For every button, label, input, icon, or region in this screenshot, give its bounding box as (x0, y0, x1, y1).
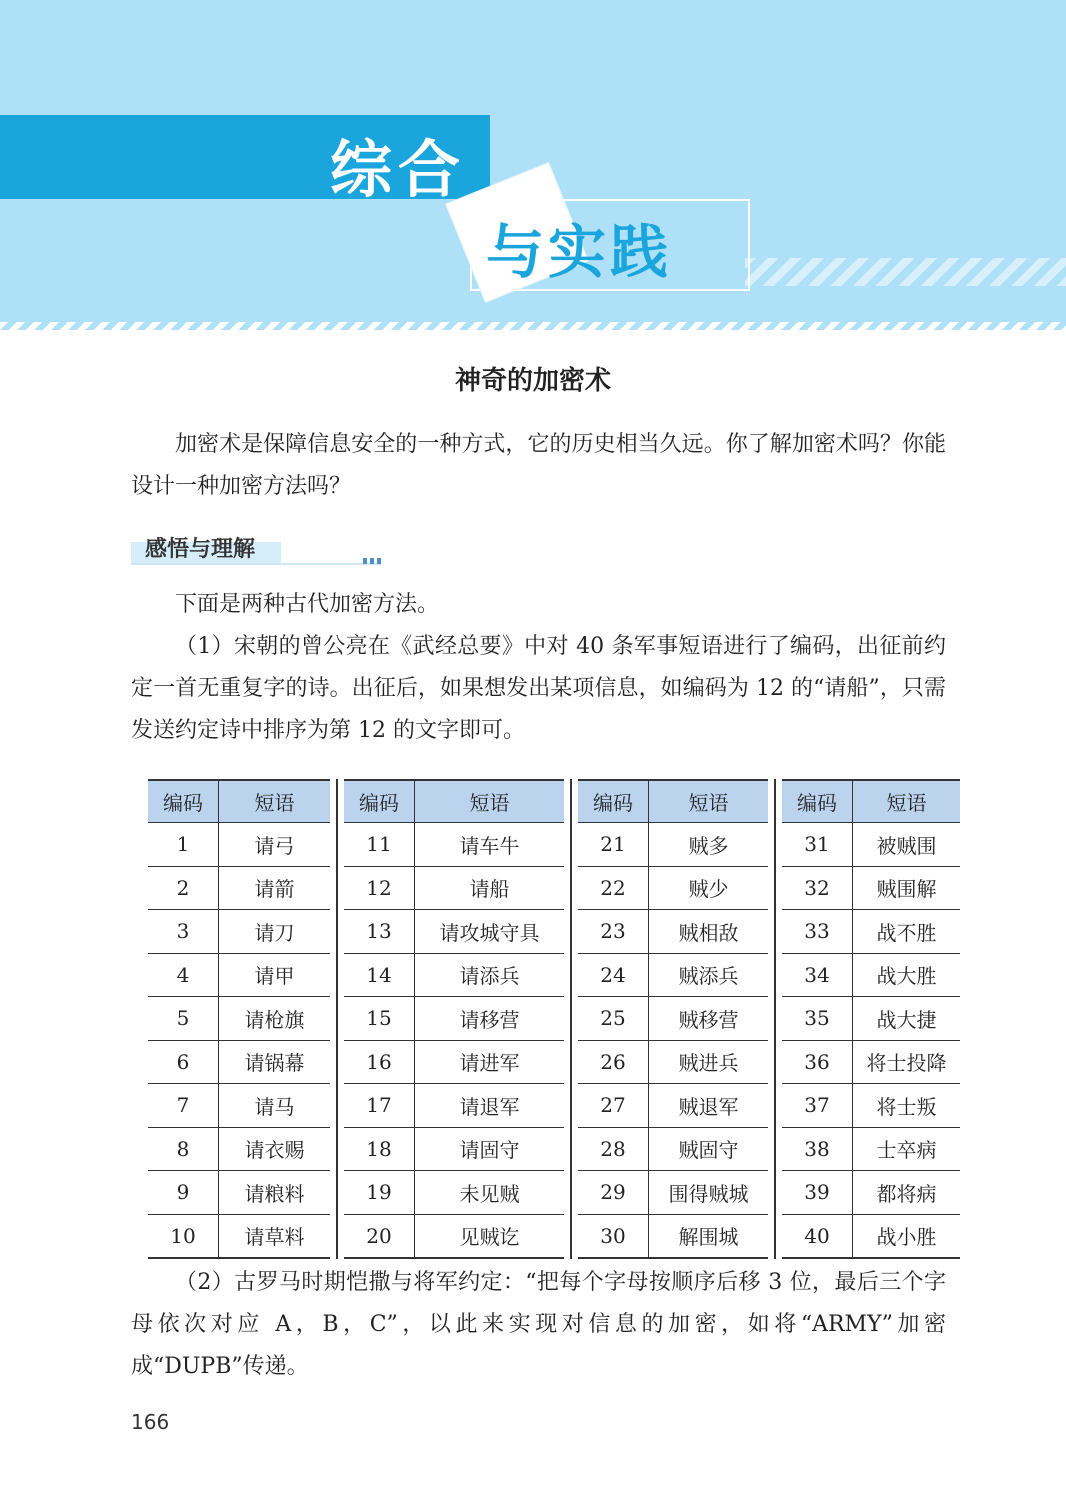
table-header-row (782, 781, 960, 823)
table-row (344, 997, 564, 1041)
banner-stripe-edge (0, 322, 1066, 330)
code-cell: 25 (578, 997, 649, 1041)
table-row (782, 953, 960, 997)
table-row (578, 866, 768, 910)
column-header-code: 编码 (148, 781, 219, 823)
code-cell: 31 (782, 823, 853, 867)
code-cell: 21 (578, 823, 649, 867)
phrase-cell: 请退军 (415, 1084, 565, 1128)
phrase-cell: 士卒病 (853, 1127, 961, 1171)
table-row (344, 866, 564, 910)
code-cell: 27 (578, 1084, 649, 1128)
phrase-cell: 贼退军 (649, 1084, 769, 1128)
column-header-phrase: 短语 (853, 781, 961, 823)
code-cell: 12 (344, 866, 415, 910)
paragraph-song-dynasty: （1）宋朝的曾公亮在《武经总要》中对 40 条军事短语进行了编码，出征前约定一首无重复字的诗。出征后，如果想发出某项信息，如编码为 12 的“请船”，只需发送约定诗中排序为第 12 的文字即可。 (131, 634, 946, 743)
phrase-cell: 战大捷 (853, 997, 961, 1041)
phrase-cell: 将士叛 (853, 1084, 961, 1128)
section-heading (131, 530, 381, 568)
table-row (344, 1214, 564, 1257)
phrase-cell: 请枪旗 (219, 997, 331, 1041)
table-row (782, 1171, 960, 1215)
code-cell: 32 (782, 866, 853, 910)
paragraph-caesar: （2）古罗马时期恺撒与将军约定：“把每个字母按顺序后移 3 位，最后三个字母依次对应 A，B，C”，以此来实现对信息的加密，如将“ARMY”加密成“DUPB”传递。 (131, 1270, 946, 1379)
table-row (782, 866, 960, 910)
table-row (578, 1127, 768, 1171)
phrase-cell: 请进军 (415, 1040, 565, 1084)
code-cell: 35 (782, 997, 853, 1041)
page-number: 166 (131, 1410, 170, 1434)
code-cell: 39 (782, 1171, 853, 1215)
phrase-cell: 贼固守 (649, 1127, 769, 1171)
code-cell: 34 (782, 953, 853, 997)
code-table (148, 779, 947, 1259)
table-row (148, 910, 330, 954)
table-row (578, 1084, 768, 1128)
phrase-cell: 请甲 (219, 953, 331, 997)
column-header-phrase: 短语 (649, 781, 769, 823)
code-cell: 23 (578, 910, 649, 954)
code-cell: 37 (782, 1084, 853, 1128)
phrase-cell: 贼相敌 (649, 910, 769, 954)
table-row (148, 1040, 330, 1084)
table-row (344, 953, 564, 997)
column-header-phrase: 短语 (219, 781, 331, 823)
section-heading-label: 感悟与理解 (145, 537, 256, 562)
code-cell: 6 (148, 1040, 219, 1084)
phrase-cell: 请粮料 (219, 1171, 331, 1215)
phrase-cell: 请固守 (415, 1127, 565, 1171)
code-cell: 40 (804, 1223, 830, 1248)
table-group (578, 779, 768, 1259)
table-row (782, 910, 960, 954)
column-header-code: 编码 (578, 781, 649, 823)
table-group-grid (148, 781, 330, 1257)
table-row (578, 953, 768, 997)
table-row (782, 1214, 960, 1257)
table-row (148, 866, 330, 910)
section-heading-underline (131, 563, 381, 565)
code-cell: 22 (578, 866, 649, 910)
table-row (344, 1084, 564, 1128)
phrase-cell: 请马 (219, 1084, 331, 1128)
table-header-row (578, 781, 768, 823)
code-cell: 19 (344, 1171, 415, 1215)
code-cell: 11 (344, 823, 415, 867)
phrase-cell: 围得贼城 (649, 1171, 769, 1215)
table-row (148, 1084, 330, 1128)
code-cell: 15 (344, 997, 415, 1041)
table-group (782, 779, 960, 1259)
code-cell: 26 (578, 1040, 649, 1084)
phrase-cell: 请攻城守具 (415, 910, 565, 954)
phrase-cell: 解围城 (649, 1214, 769, 1257)
table-row (578, 823, 768, 867)
code-cell: 20 (366, 1223, 392, 1248)
code-cell: 2 (148, 866, 219, 910)
table-header-row (344, 781, 564, 823)
phrase-cell: 请船 (415, 866, 565, 910)
phrase-cell: 战小胜 (853, 1214, 961, 1257)
phrase-cell: 将士投降 (853, 1040, 961, 1084)
table-group-separator (336, 779, 338, 1259)
phrase-cell: 请车牛 (415, 823, 565, 867)
code-cell: 28 (578, 1127, 649, 1171)
table-header-row (148, 781, 330, 823)
table-group-separator (774, 779, 776, 1259)
code-cell: 10 (170, 1223, 196, 1248)
table-group-grid (344, 781, 564, 1257)
table-row (148, 1214, 330, 1257)
phrase-cell: 请衣赐 (219, 1127, 331, 1171)
code-cell: 38 (782, 1127, 853, 1171)
header-title-line1: 综合 (330, 133, 467, 206)
title-stripes (745, 258, 1066, 286)
phrase-cell: 未见贼 (415, 1171, 565, 1215)
table-row (782, 1040, 960, 1084)
phrase-cell: 请移营 (415, 997, 565, 1041)
table-row (344, 910, 564, 954)
phrase-cell: 请草料 (219, 1214, 331, 1257)
phrase-cell: 请弓 (219, 823, 331, 867)
phrase-cell: 都将病 (853, 1171, 961, 1215)
code-cell: 24 (578, 953, 649, 997)
phrase-cell: 请锅幕 (219, 1040, 331, 1084)
code-cell: 5 (148, 997, 219, 1041)
code-cell: 9 (148, 1171, 219, 1215)
intro-paragraph: 加密术是保障信息安全的一种方式，它的历史相当久远。你了解加密术吗？你能设计一种加密方法吗？ (131, 432, 946, 499)
column-header-code: 编码 (782, 781, 853, 823)
code-cell: 30 (600, 1223, 626, 1248)
phrase-cell: 贼围解 (853, 866, 961, 910)
page-title: 神奇的加密术 (454, 366, 611, 396)
table-row (578, 910, 768, 954)
table-group-grid (782, 781, 960, 1257)
paragraph-methods: 下面是两种古代加密方法。 (175, 592, 440, 617)
code-cell: 29 (578, 1171, 649, 1215)
phrase-cell: 请刀 (219, 910, 331, 954)
code-cell: 14 (344, 953, 415, 997)
code-cell: 18 (344, 1127, 415, 1171)
table-row (148, 997, 330, 1041)
code-cell: 7 (148, 1084, 219, 1128)
table-row (344, 1127, 564, 1171)
code-cell: 13 (344, 910, 415, 954)
code-cell: 1 (148, 823, 219, 867)
phrase-cell: 被贼围 (853, 823, 961, 867)
table-row (148, 1127, 330, 1171)
table-row (344, 1171, 564, 1215)
code-cell: 4 (148, 953, 219, 997)
section-heading-dots (363, 558, 381, 564)
table-row (782, 1127, 960, 1171)
table-row (344, 823, 564, 867)
phrase-cell: 战大胜 (853, 953, 961, 997)
phrase-cell: 见贼讫 (415, 1214, 565, 1257)
table-row (578, 997, 768, 1041)
phrase-cell: 贼添兵 (649, 953, 769, 997)
code-cell: 16 (344, 1040, 415, 1084)
table-row (782, 823, 960, 867)
table-row (578, 1040, 768, 1084)
code-cell: 33 (782, 910, 853, 954)
phrase-cell: 贼移营 (649, 997, 769, 1041)
table-group-separator (570, 779, 572, 1259)
table-row (148, 1171, 330, 1215)
header-title-line2: 与实践 (486, 218, 673, 286)
phrase-cell: 贼少 (649, 866, 769, 910)
phrase-cell: 贼多 (649, 823, 769, 867)
table-group (148, 779, 330, 1259)
table-row (578, 1214, 768, 1257)
table-row (782, 997, 960, 1041)
column-header-phrase: 短语 (415, 781, 565, 823)
column-header-code: 编码 (344, 781, 415, 823)
code-cell: 3 (148, 910, 219, 954)
table-row (148, 823, 330, 867)
table-row (578, 1171, 768, 1215)
table-row (344, 1040, 564, 1084)
phrase-cell: 贼进兵 (649, 1040, 769, 1084)
phrase-cell: 请箭 (219, 866, 331, 910)
table-group (344, 779, 564, 1259)
code-cell: 17 (344, 1084, 415, 1128)
table-row (148, 953, 330, 997)
table-group-grid (578, 781, 768, 1257)
code-cell: 8 (148, 1127, 219, 1171)
code-cell: 36 (782, 1040, 853, 1084)
table-row (782, 1084, 960, 1128)
phrase-cell: 请添兵 (415, 953, 565, 997)
phrase-cell: 战不胜 (853, 910, 961, 954)
